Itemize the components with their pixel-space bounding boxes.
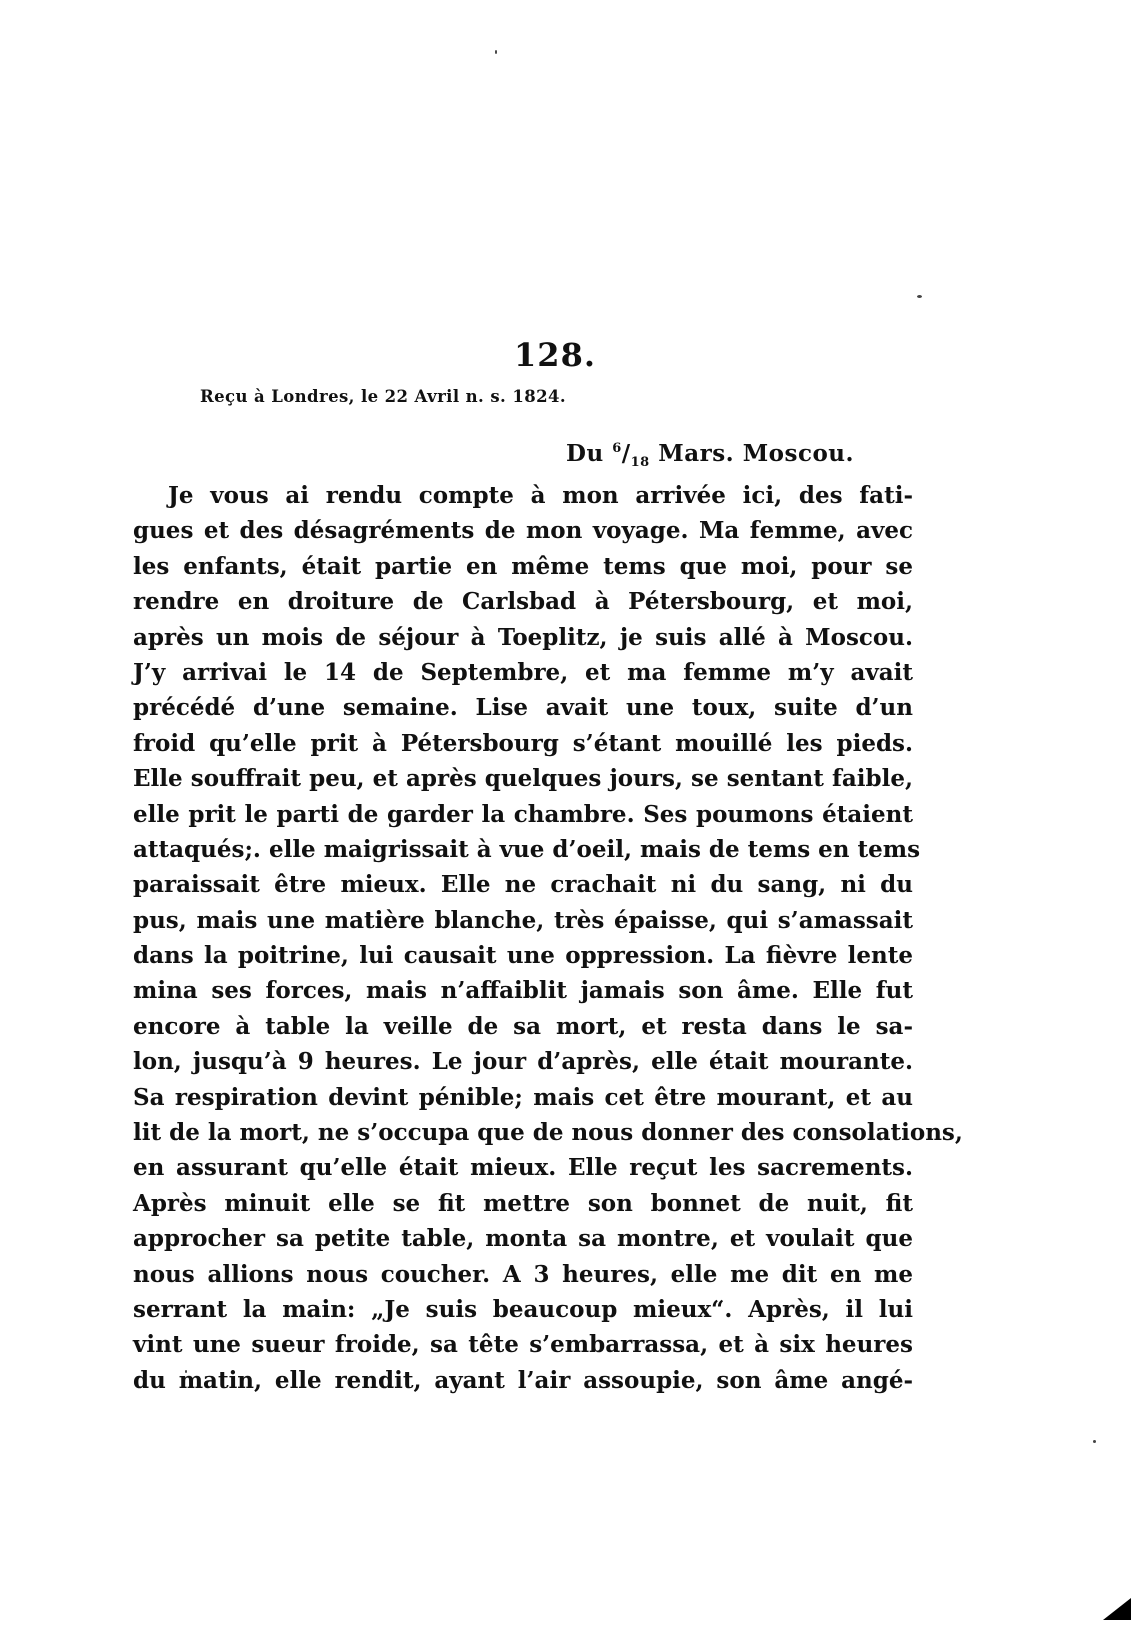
dateline bbox=[566, 440, 855, 470]
text-line: mina ses forces, mais n’affaiblit jamais son âme. Elle fut bbox=[133, 977, 913, 1005]
text-line: du matin, elle rendit, ayant l’air assoupie, son âme angé- bbox=[133, 1366, 913, 1394]
text-line: après un mois de séjour à Toeplitz, je suis allé à Moscou. bbox=[133, 623, 913, 651]
text-line: les enfants, était partie en même tems que moi, pour se bbox=[133, 552, 913, 580]
text-line: gues et des désagréments de mon voyage. Ma femme, avec bbox=[133, 517, 913, 545]
text-line: rendre en droiture de Carlsbad à Pétersbourg, et moi, bbox=[133, 588, 913, 616]
text-line: Je vous ai rendu compte à mon arrivée ici, des fati- bbox=[168, 482, 913, 509]
text-line: Sa respiration devint pénible; mais cet être mourant, et au bbox=[133, 1083, 913, 1111]
text-line: attaqués;. elle maigrissait à vue d’oeil, mais de tems en tems bbox=[133, 835, 921, 863]
text-line: pus, mais une matière blanche, très épaisse, qui s’amassait bbox=[133, 906, 913, 934]
text-line: dans la poitrine, lui causait une oppression. La fièvre lente bbox=[133, 942, 913, 970]
scan-speck bbox=[917, 295, 922, 298]
text-line: vint une sueur froide, sa tête s’embarrassa, et à six heures bbox=[133, 1331, 913, 1359]
dateline-prefix: Du bbox=[566, 440, 604, 467]
letter-number: 128. bbox=[514, 336, 596, 374]
date-fraction-denominator: 18 bbox=[630, 455, 650, 470]
scan-speck bbox=[1093, 1440, 1096, 1443]
received-note: Reçu à Londres, le 22 Avril n. s. 1824. bbox=[200, 387, 566, 406]
scan-corner-mark bbox=[1103, 1598, 1131, 1620]
date-fraction: $^6/_{18}$ bbox=[612, 440, 650, 470]
text-line: froid qu’elle prit à Pétersbourg s’étant mouillé les pieds. bbox=[133, 729, 913, 757]
dateline-suffix: Mars. Moscou. bbox=[658, 440, 855, 467]
text-line: Après minuit elle se fit mettre son bonnet de nuit, fit bbox=[133, 1189, 913, 1217]
text-line: J’y arrivai le 14 de Septembre, et ma femme m’y avait bbox=[133, 658, 913, 686]
text-line: elle prit le parti de garder la chambre. Ses poumons étaient bbox=[133, 800, 913, 828]
text-line: serrant la main: „Je suis beaucoup mieux“. Après, il lui bbox=[133, 1295, 913, 1323]
text-line: lon, jusqu’à 9 heures. Le jour d’après, elle était mourante. bbox=[133, 1048, 913, 1076]
text-line: en assurant qu’elle était mieux. Elle reçut les sacrements. bbox=[133, 1154, 913, 1182]
text-line: approcher sa petite table, monta sa montre, et voulait que bbox=[133, 1225, 913, 1253]
text-line: Elle souffrait peu, et après quelques jours, se sentant faible, bbox=[133, 765, 913, 793]
text-line: précédé d’une semaine. Lise avait une toux, suite d’un bbox=[133, 694, 913, 722]
text-line: encore à table la veille de sa mort, et resta dans le sa- bbox=[133, 1012, 913, 1040]
date-fraction-numerator: 6 bbox=[612, 441, 622, 456]
text-line: lit de la mort, ne s’occupa que de nous donner des consolations, bbox=[133, 1119, 963, 1147]
letter-body bbox=[133, 478, 963, 1398]
text-line: paraissait être mieux. Elle ne crachait ni du sang, ni du bbox=[133, 871, 913, 899]
text-line: nous allions nous coucher. A 3 heures, elle me dit en me bbox=[133, 1260, 913, 1288]
scan-speck bbox=[495, 50, 497, 54]
